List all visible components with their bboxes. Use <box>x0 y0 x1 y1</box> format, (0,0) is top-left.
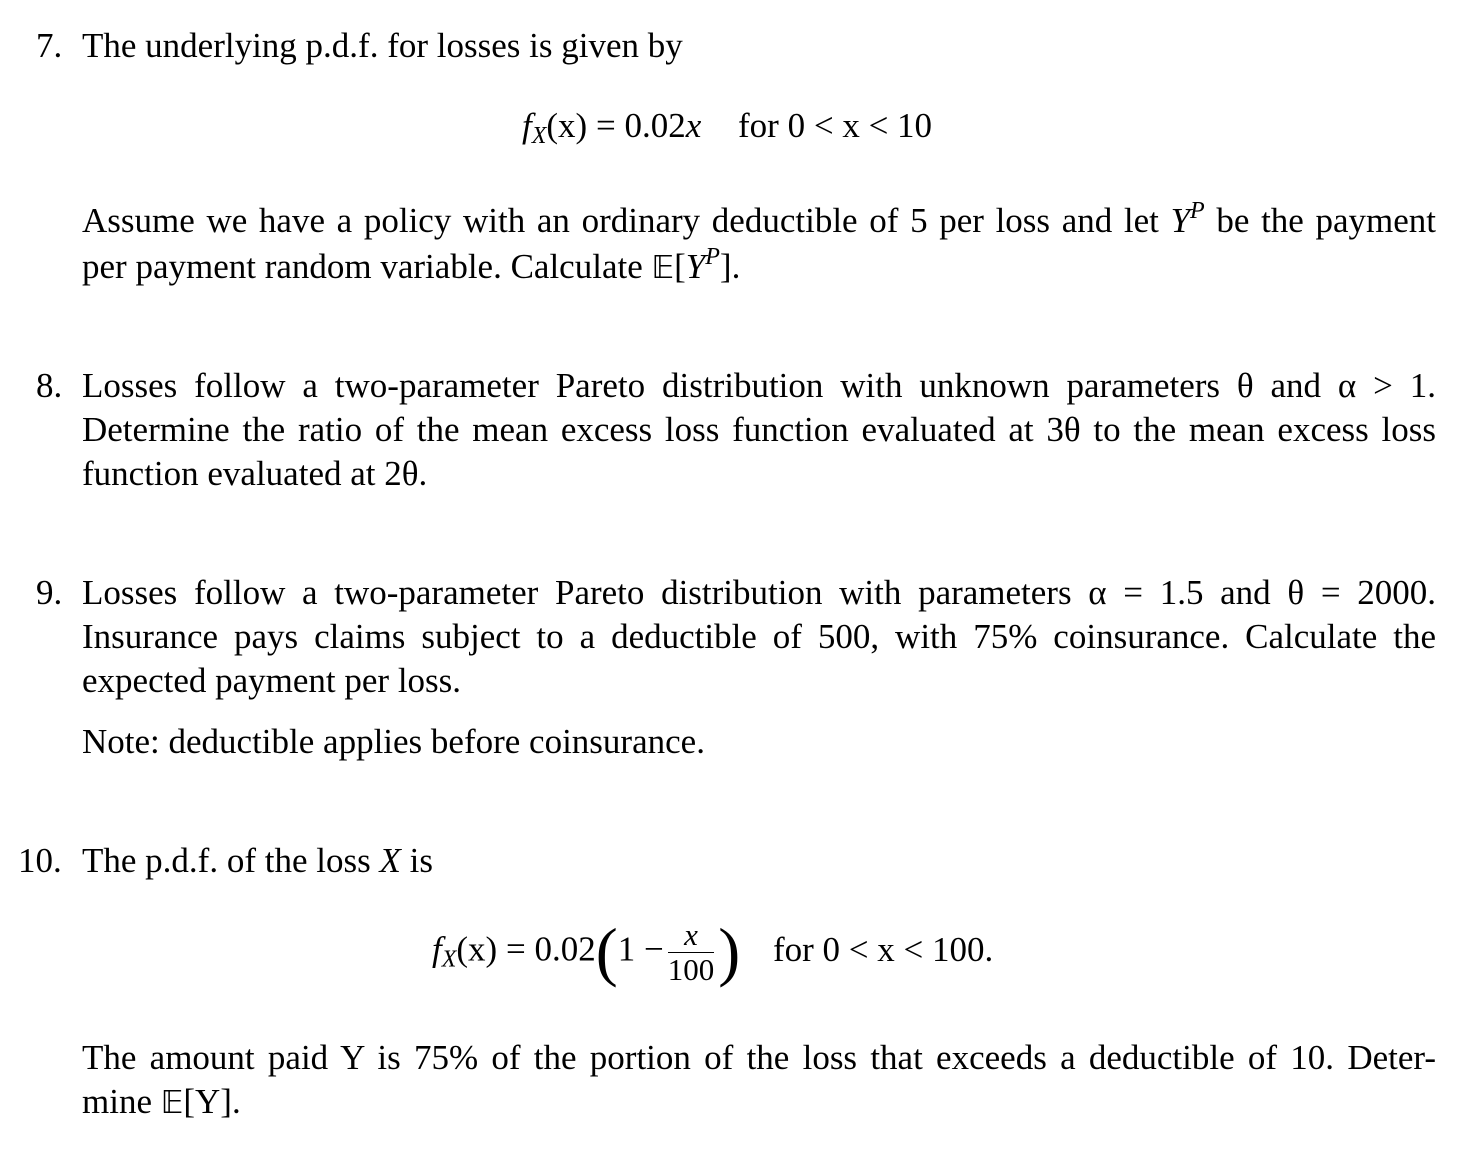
problem-text-line: Insurance pays claims subject to a deductible of 500, with 75% coinsurance. Calculate the <box>82 617 1436 656</box>
problem-intro: The underlying p.d.f. for losses is given by <box>82 26 683 65</box>
problem-intro: The p.d.f. of the loss X is <box>82 841 433 880</box>
problem-note: Note: deductible applies before coinsurance. <box>82 722 705 761</box>
problem-number: 9. <box>36 573 63 612</box>
problem-text-line: mine 𝔼[Y]. <box>82 1082 241 1121</box>
fraction: $\frac{x}{100}$ <box>667 917 715 987</box>
problem-text-line: per payment random variable. Calculate $𝔼[Y^P]$. <box>82 244 741 286</box>
problem-text-line: function evaluated at 2θ. <box>82 454 428 493</box>
problem-text-line: Assume we have a policy with an ordinary deductible of 5 per loss and let $Y^P$ be the payment <box>82 198 1437 240</box>
problem-text-line: Determine the ratio of the mean excess loss function evaluated at 3θ to the mean excess loss <box>82 410 1436 449</box>
problem-number: 7. <box>36 26 63 65</box>
right-paren: ) <box>718 915 741 989</box>
problem-number: 10. <box>18 841 62 880</box>
pdf-equation: $f_X(x) = 0.02(1$ − $\frac{x}{100}$ ) for 0 < x < 100. <box>432 915 994 989</box>
problem-text-line: The amount paid Y is 75% of the portion of the loss that exceeds a deductible of 10. Deter- <box>82 1038 1436 1077</box>
problem-text-line: Losses follow a two-parameter Pareto distribution with unknown parameters θ and α > 1. <box>82 366 1436 405</box>
problem-number: 8. <box>36 366 63 405</box>
problem-text-line: expected payment per loss. <box>82 661 462 700</box>
problem-text-line: Losses follow a two-parameter Pareto distribution with parameters α = 1.5 and θ = 2000. <box>82 573 1436 612</box>
pdf-equation: $f_X(x) = 0.02x$ for 0 < x < 10 <box>522 106 933 149</box>
left-paren: ( <box>595 915 618 989</box>
